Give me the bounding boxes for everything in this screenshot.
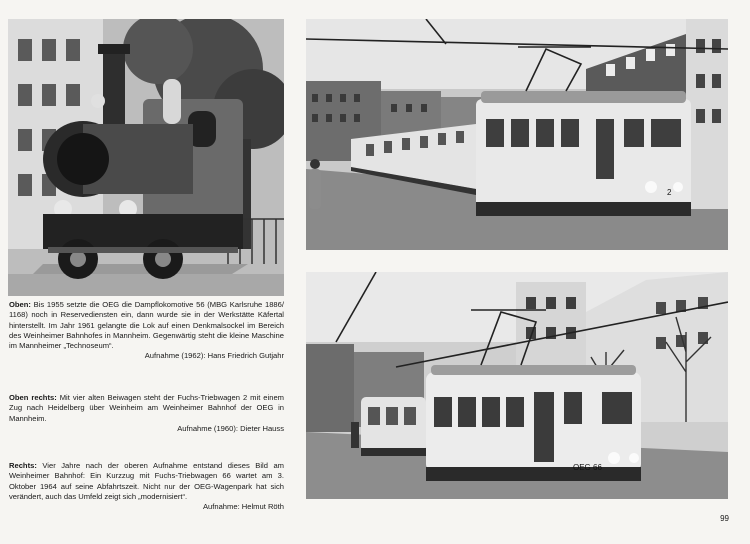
caption-label: Rechts: [9,461,37,470]
tram-train-image [306,19,728,250]
caption-label: Oben rechts: [9,393,57,402]
photo-credit: Aufnahme (1962): Hans Friedrich Gutjahr [144,351,284,361]
photo-steam-locomotive [8,19,284,296]
tram-number-text: 2 [667,188,672,197]
photo-tram-train-1960 [306,19,728,250]
caption-tram-66-1964 [9,461,284,512]
page-number: 99 [720,514,729,523]
photo-tram-66-1964 [306,272,728,499]
steam-locomotive-image [8,19,284,296]
caption-label: Oben: [9,300,31,309]
photo-credit: Aufnahme (1960): Dieter Hauss [177,423,284,433]
tram-66-image [306,272,728,499]
photo-credit: Aufnahme: Helmut Röth [202,502,284,512]
caption-tram-train-1960 [9,393,284,434]
caption-text: Bis 1955 setzte die OEG die Dampflokomotive 56 (MBG Karlsruhe 1886/ 1168) noch in Reservediensten ein, dann wurde sie in der Werkstätte Käfertal hinterstellt. Im Jahr 1961 gelangte die Lok auf einen Denkmalsockel im Bereich des Weinheimer Bahnhofes in Mannheim. Gegenwärtig steht die kleine Maschine im Mannheimer „Technoseum“. [9,300,284,351]
caption-text: Vier Jahre nach der oberen Aufnahme entstand dieses Bild am Weinheimer Bahnhof: Ein Kurzzug mit Fuchs-Triebwagen 66 wartet am 3. Oktober 1964 auf seine Abfahrtszeit. Nicht nur der OEG-Wagenpark hat sich verändert, auch das Umfeld zeigt sich „modernisiert“. [9,461,284,501]
caption-steam-locomotive [9,300,284,362]
tram-66-label-text: OEG 66 [573,463,602,472]
caption-text: Mit vier alten Beiwagen steht der Fuchs-Triebwagen 2 mit einem Zug nach Heidelberg über Weinheim am Weinheimer Bahnhof der OEG in Mannheim. [9,393,284,423]
